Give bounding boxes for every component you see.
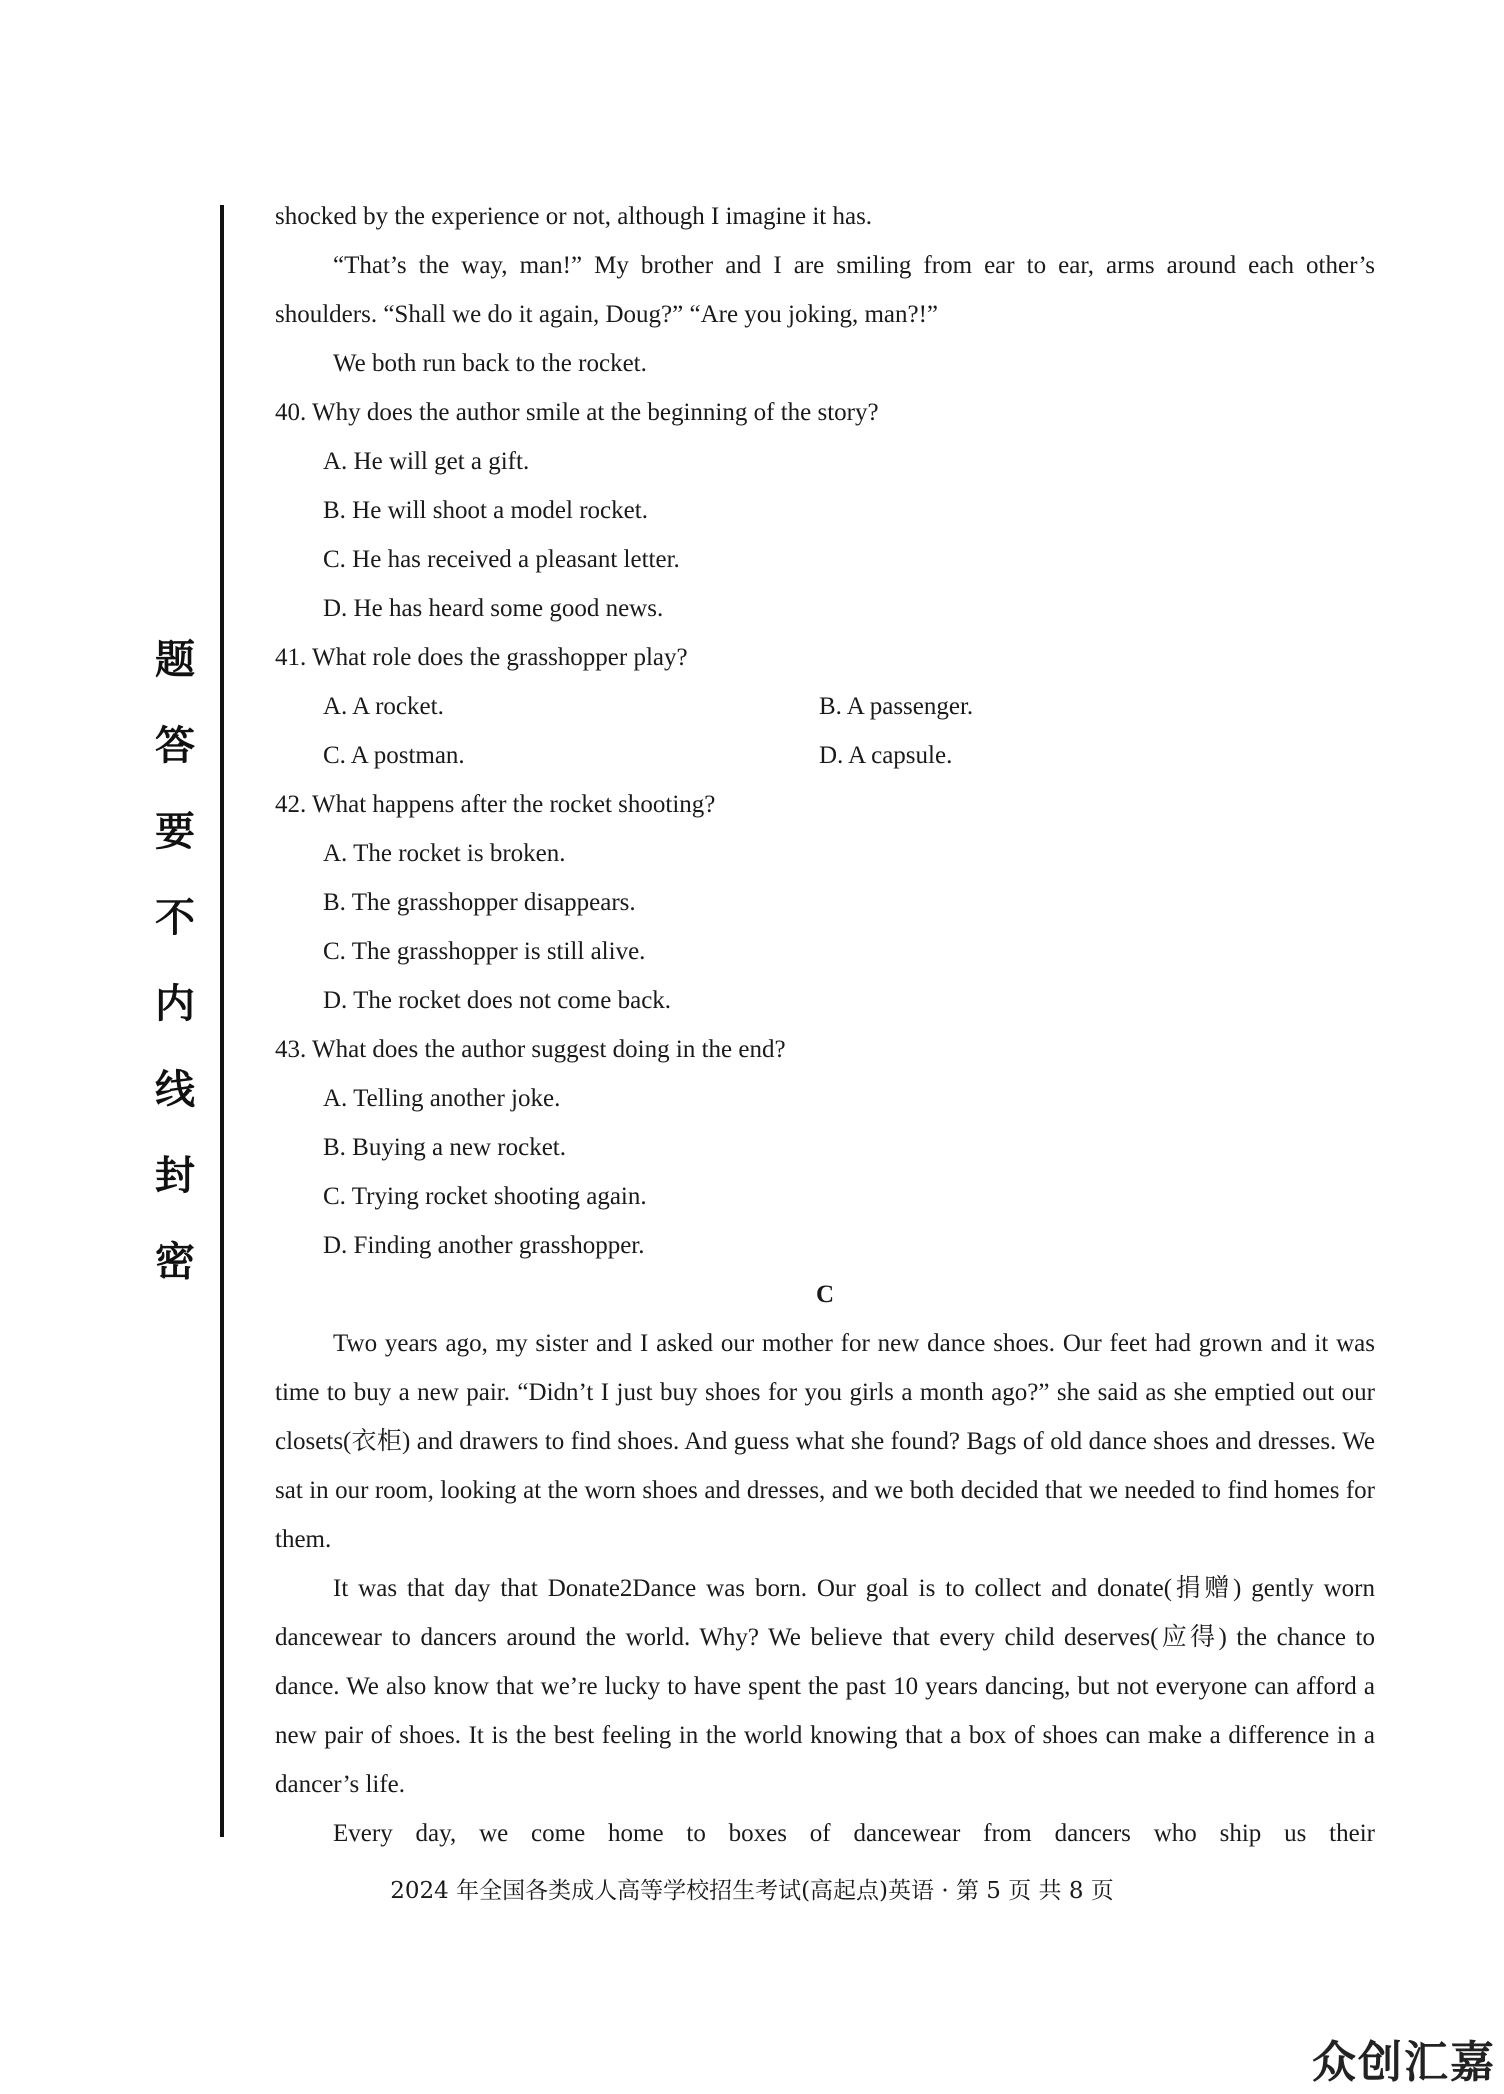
answer-option: A. He will get a gift. [323, 448, 530, 475]
passage-paragraph: Two years ago, my sister and I asked our mother for new dance shoes. Our feet had grown and it was time to buy a new pair. “Didn’t I just buy shoes for you girls a month ago?” she said as she emptied out our closets(衣柜) and drawers to find shoes. And guess what she found? Bags of old dance shoes and dresses. We sat in our room, looking at the worn shoes and dresses, and we both decided that we needed to find homes for them. [275, 1330, 1375, 1553]
seal-line-notice [155, 637, 195, 1328]
passage-paragraph: “That’s the way, man!” My brother and I are smiling from ear to ear, arms around each other’s shoulders. “Shall we do it again, Doug?” “Are you joking, man?!” [275, 252, 1375, 328]
question-stem: 43. What does the author suggest doing in the end? [275, 1036, 786, 1063]
answer-option: D. A capsule. [819, 742, 953, 769]
question-stem: 40. Why does the author smile at the beginning of the story? [275, 399, 879, 426]
answer-option: C. He has received a pleasant letter. [323, 546, 680, 573]
answer-option: A. A rocket. [323, 693, 444, 720]
question-stem: 42. What happens after the rocket shooting? [275, 791, 716, 818]
seal-char: 答 [155, 723, 195, 769]
answer-option: B. Buying a new rocket. [323, 1134, 567, 1161]
seal-char: 要 [155, 809, 195, 855]
seal-char: 线 [155, 1067, 195, 1113]
answer-option: D. He has heard some good news. [323, 595, 664, 622]
answer-option-row [275, 682, 1375, 731]
seal-char: 内 [155, 981, 195, 1027]
answer-option: C. A postman. [323, 742, 465, 769]
passage-continuation: shocked by the experience or not, although I imagine it has. [275, 203, 873, 230]
passage-paragraph: We both run back to the rocket. [333, 350, 647, 377]
answer-option: D. The rocket does not come back. [323, 987, 672, 1014]
page-content [275, 192, 1375, 1858]
answer-option-row [275, 731, 1375, 780]
section-heading: C [815, 1281, 835, 1308]
seal-char: 密 [155, 1239, 195, 1285]
passage-paragraph: It was that day that Donate2Dance was born. Our goal is to collect and donate(捐赠) gently worn dancewear to dancers around the world. Why? We believe that every child deserves(应得) the chance to dance. We also know that we’re lucky to have spent the past 10 years dancing, but not everyone can afford a new pair of shoes. It is the best feeling in the world knowing that a box of shoes can make a difference in a dancer’s life. [275, 1575, 1375, 1798]
answer-option: C. Trying rocket shooting again. [323, 1183, 647, 1210]
answer-option: B. The grasshopper disappears. [323, 889, 636, 916]
seal-rule-line [220, 205, 224, 1837]
answer-option: A. Telling another joke. [323, 1085, 561, 1112]
page-footer: 2024 年全国各类成人高等学校招生考试(高起点)英语 · 第 5 页 共 8 页 [390, 1878, 1114, 1904]
answer-option: D. Finding another grasshopper. [323, 1232, 645, 1259]
answer-option: A. The rocket is broken. [323, 840, 566, 867]
answer-option: C. The grasshopper is still alive. [323, 938, 646, 965]
seal-char: 封 [155, 1153, 195, 1199]
seal-char: 不 [155, 895, 195, 941]
passage-paragraph: Every day, we come home to boxes of dancewear from dancers who ship us their [333, 1820, 1375, 1847]
watermark-logo: 众创汇嘉 [1312, 2037, 1496, 2088]
seal-char: 题 [155, 637, 195, 683]
question-stem: 41. What role does the grasshopper play? [275, 644, 688, 671]
answer-option: B. A passenger. [819, 693, 974, 720]
answer-option: B. He will shoot a model rocket. [323, 497, 648, 524]
